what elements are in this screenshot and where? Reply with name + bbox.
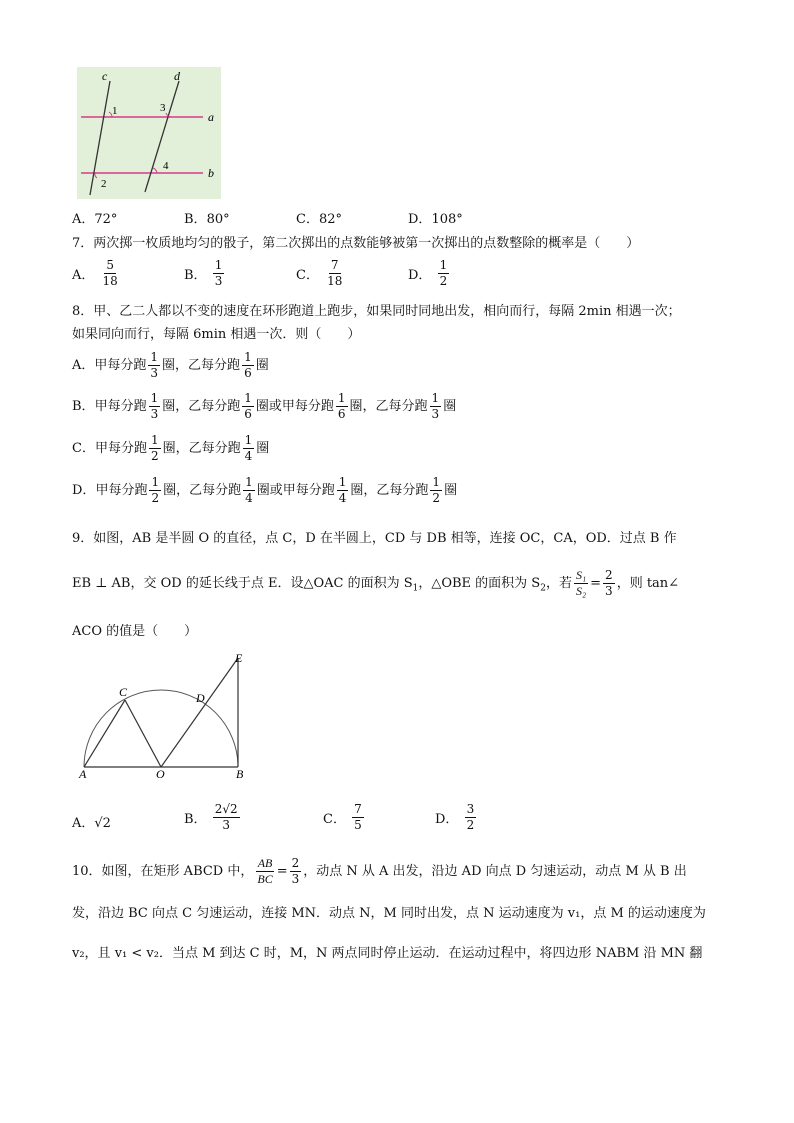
label-A: A — [79, 767, 87, 781]
label-O: O — [156, 767, 165, 781]
angle-2-label: 2 — [101, 178, 107, 190]
q10-line2: 发，沿边 BC 向点 C 匀速运动，连接 MN．动点 N，M 同时出发，点 N 运动速度为 v₁，点 M 的运动速度为 — [72, 906, 706, 921]
angle-1-label: 1 — [112, 105, 118, 117]
q9-option-a[interactable]: A．√2 — [72, 816, 111, 831]
parallel-lines-figure — [77, 67, 221, 199]
q10-line1: 10．如图，在矩形 ABCD 中， $\frac{AB}{BC}$ = $\frac{2}{3}$ ，动点 N 从 A 出发，沿边 AD 向点 D 匀速运动，动点 M 从 B 出 — [72, 856, 687, 886]
q9-line1: 9．如图，AB 是半圆 O 的直径，点 C，D 在半圆上，CD 与 DB 相等，连接 OC，CA，OD．过点 B 作 — [72, 531, 677, 546]
segment-oc — [125, 700, 161, 767]
segment-oe — [161, 658, 238, 767]
q7-option-c[interactable]: C． $\frac{7}{18}$ — [296, 258, 343, 288]
semicircle-diagram — [76, 650, 256, 782]
label-B: B — [236, 767, 244, 781]
label-E: E — [235, 651, 243, 665]
q8-option-d[interactable]: D．甲每分跑 $\frac{1}{2}$ 圈，乙每分跑 $\frac{1}{4}$ 圈或甲每分跑 $\frac{1}{4}$ 圈，乙每分跑 $\frac{1}{2}$ 圈 — [72, 475, 458, 505]
angle-4-label: 4 — [163, 160, 169, 172]
label-C: C — [119, 685, 128, 699]
q8-option-a[interactable]: A．甲每分跑 $\frac{1}{3}$ 圈，乙每分跑 $\frac{1}{6}$ 圈 — [72, 350, 269, 380]
label-b: b — [208, 166, 214, 180]
line-d — [145, 81, 179, 192]
q9-option-b[interactable]: B． $\frac{2√2}{3}$ — [184, 802, 238, 832]
q8-stem-line2: 如果同向而行，每隔 6min 相遇一次．则（ ） — [72, 327, 361, 342]
q10-line3: v₂，且 v₁ < v₂．当点 M 到达 C 时，M，N 两点同时停止运动．在运动过程中，将四边形 NABM 沿 MN 翻 — [72, 946, 703, 961]
label-c: c — [102, 69, 108, 83]
q6-option-a[interactable]: A．72° — [72, 212, 118, 227]
q8-stem-line1: 8．甲、乙二人都以不变的速度在环形跑道上跑步，如果同时同地出发，相向而行，每隔 2min 相遇一次； — [72, 304, 681, 319]
semicircle-figure — [76, 650, 256, 782]
q6-option-d[interactable]: D．108° — [408, 212, 463, 227]
q8-option-b[interactable]: B．甲每分跑 $\frac{1}{3}$ 圈，乙每分跑 $\frac{1}{6}$ 圈或甲每分跑 $\frac{1}{6}$ 圈，乙每分跑 $\frac{1}{3}$ 圈 — [72, 391, 457, 421]
q7-option-b[interactable]: B． $\frac{1}{3}$ — [184, 258, 223, 288]
q6-option-b[interactable]: B．80° — [184, 212, 230, 227]
label-D: D — [196, 691, 205, 705]
q9-option-d[interactable]: D． $\frac{3}{2}$ — [435, 802, 475, 832]
q9-option-c[interactable]: C． $\frac{7}{5}$ — [323, 802, 362, 832]
q9-line2: EB ⊥ AB，交 OD 的延长线于点 E．设△OAC 的面积为 $S_1$，△OBE 的面积为 $S_2$，若 $\frac{\text{S₁}}{\text{S₂}}$ = $\frac{2}{3}$ ，则 tan∠ — [72, 568, 680, 598]
label-d: d — [174, 69, 180, 83]
q7-stem: 7．两次掷一枚质地均匀的骰子，第二次掷出的点数能够被第一次掷出的点数整除的概率是（ ） — [72, 236, 640, 251]
segment-ca — [84, 700, 125, 767]
angle-3-label: 3 — [160, 102, 166, 114]
q9-line3: ACO 的值是（ ） — [72, 624, 198, 639]
q7-option-a[interactable]: A． $\frac{5}{18}$ — [72, 258, 118, 288]
label-a: a — [208, 110, 214, 124]
q7-option-d[interactable]: D． $\frac{1}{2}$ — [408, 258, 448, 288]
q6-option-c[interactable]: C．82° — [296, 212, 342, 227]
q8-option-c[interactable]: C．甲每分跑 $\frac{1}{2}$ 圈，乙每分跑 $\frac{1}{4}$ 圈 — [72, 433, 270, 463]
parallel-lines-diagram — [77, 67, 221, 199]
line-c — [90, 81, 110, 195]
